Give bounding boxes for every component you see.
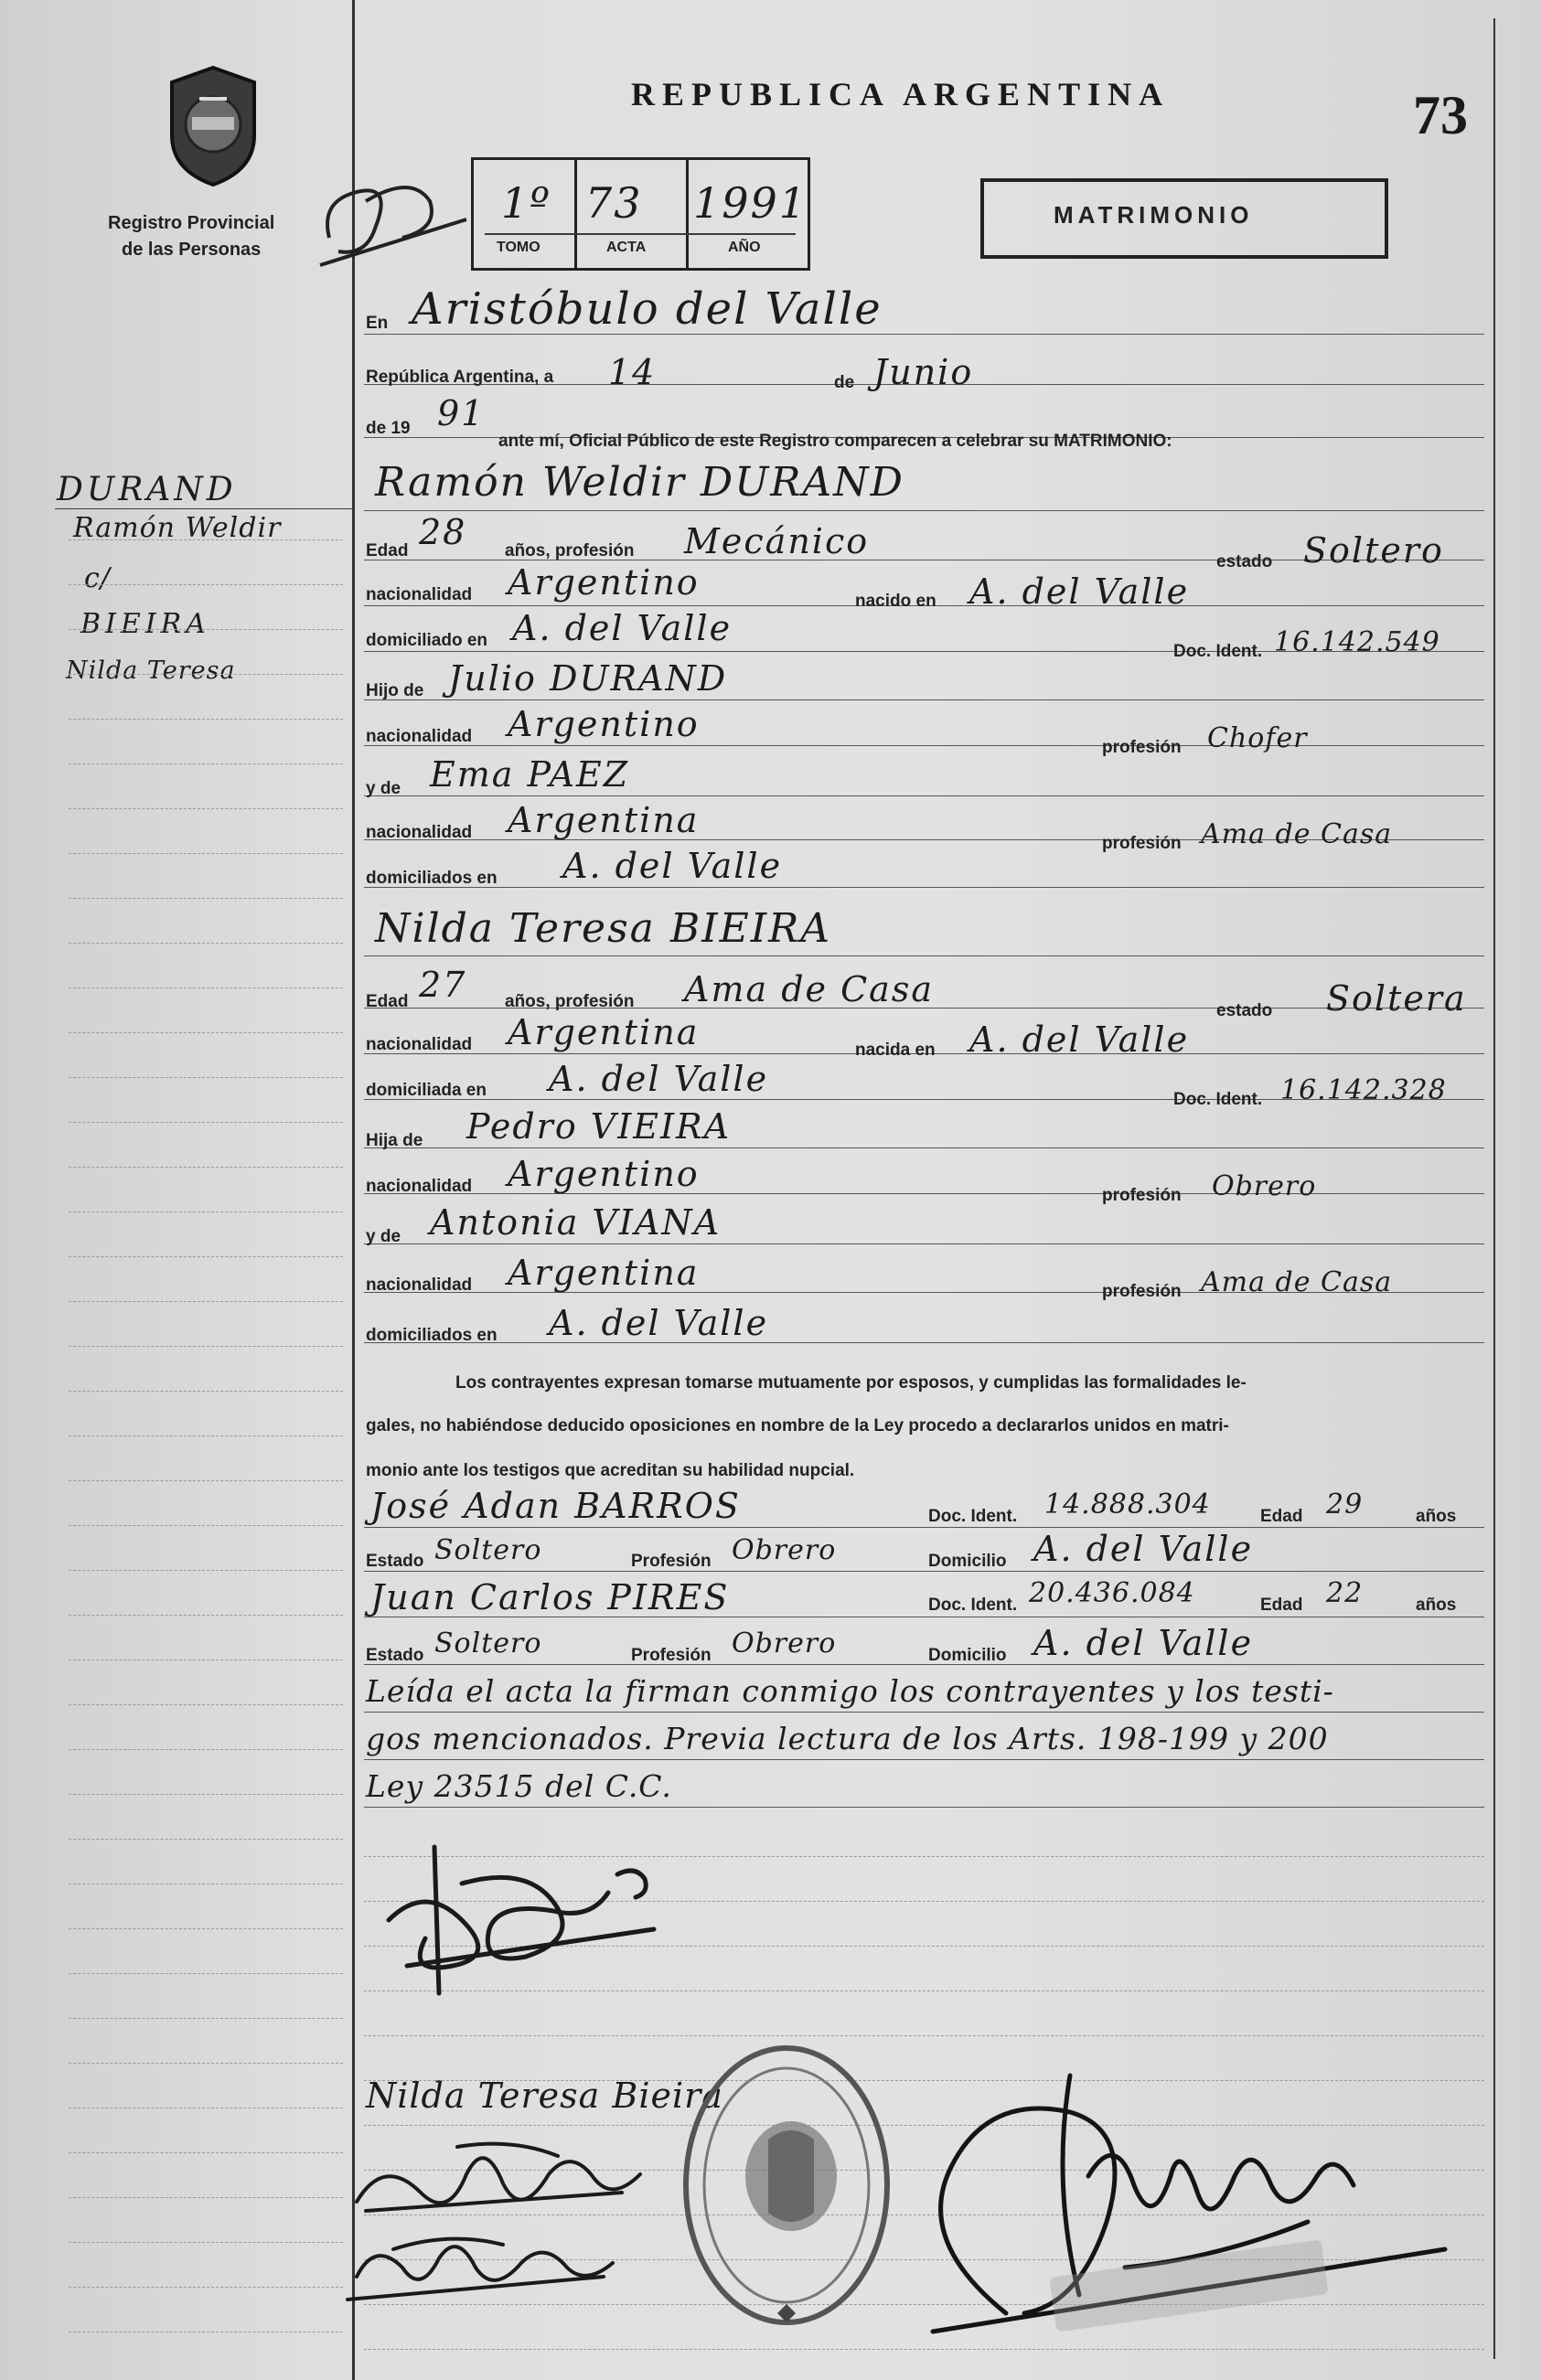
margin-ruled-line bbox=[69, 1301, 343, 1302]
acta-value: 73 bbox=[585, 178, 643, 228]
page-number: 73 bbox=[1413, 85, 1468, 145]
bride-signature: Nilda Teresa Bieira bbox=[366, 2076, 723, 2116]
margin-rule bbox=[352, 0, 355, 2380]
bride-father-prof: Obrero bbox=[1212, 1170, 1317, 1202]
margin-ruled-line bbox=[69, 808, 343, 809]
closing-line1: Leída el acta la firman conmigo los contrayentes y los testi- bbox=[366, 1673, 1334, 1709]
year-prefix-label: de 19 bbox=[366, 419, 411, 438]
margin-ruled-line bbox=[69, 1122, 343, 1123]
bride-father: Pedro VIEIRA bbox=[466, 1106, 732, 1147]
bride-estado: Soltera bbox=[1326, 978, 1467, 1019]
bride-full-name: Nilda Teresa BIEIRA bbox=[375, 905, 831, 952]
de-label: de bbox=[834, 373, 855, 392]
margin-ruled-line bbox=[69, 584, 343, 585]
margin-ruled-line bbox=[69, 987, 343, 988]
margin-ruled-line bbox=[69, 1256, 343, 1257]
bride-birthplace: A. del Valle bbox=[969, 1019, 1190, 1060]
bride-edad-label: Edad bbox=[366, 992, 409, 1011]
official-seal bbox=[677, 2039, 896, 2332]
bride-father-nat: Argentino bbox=[508, 1154, 700, 1194]
margin-ruled-line bbox=[69, 2197, 343, 2198]
groom-signature bbox=[370, 1829, 672, 2012]
bride-parents-dom-label: domiciliados en bbox=[366, 1326, 498, 1345]
bride-mother-nat: Argentina bbox=[508, 1253, 700, 1293]
bride-father-nat-label: nacionalidad bbox=[366, 1177, 473, 1196]
margin-bride-surname: BIEIRA bbox=[80, 608, 210, 640]
ano-label: AÑO bbox=[728, 240, 761, 255]
groom-mother-nat: Argentina bbox=[508, 800, 700, 840]
margin-ruled-line bbox=[69, 539, 343, 540]
body-ruled-line bbox=[364, 1712, 1484, 1713]
body-blank-line bbox=[364, 2035, 1484, 2036]
bride-nationality: Argentina bbox=[508, 1012, 700, 1052]
act-type-label: MATRIMONIO bbox=[1054, 201, 1254, 229]
registrar-initials-scribble bbox=[311, 165, 471, 274]
margin-ruled-line bbox=[69, 1839, 343, 1840]
margin-groom-names: Ramón Weldir bbox=[73, 512, 282, 544]
witness1-prof-label: Profesión bbox=[631, 1552, 712, 1571]
registry-name-line1: Registro Provincial bbox=[108, 213, 275, 233]
witness2-prof: Obrero bbox=[732, 1628, 837, 1660]
bride-mother-prof-label: profesión bbox=[1102, 1282, 1182, 1301]
body-ruled-line bbox=[364, 1807, 1484, 1808]
margin-ruled-line bbox=[69, 1749, 343, 1750]
bride-doc: 16.142.328 bbox=[1280, 1074, 1447, 1106]
witness1-doc-label: Doc. Ident. bbox=[928, 1507, 1018, 1526]
margin-ruled-line bbox=[69, 2287, 343, 2288]
closing-line2: gos mencionados. Previa lectura de los Arts. 198-199 y 200 bbox=[366, 1721, 1329, 1756]
year-suffix: 91 bbox=[437, 393, 486, 433]
bride-yde-label: y de bbox=[366, 1227, 401, 1246]
groom-nacido-label: nacido en bbox=[855, 592, 936, 611]
margin-ruled-line bbox=[69, 1928, 343, 1929]
groom-parents-dom-label: domiciliados en bbox=[366, 869, 498, 888]
groom-estado: Soltero bbox=[1303, 530, 1444, 571]
witness2-signature bbox=[338, 2213, 631, 2313]
witness2-doc-label: Doc. Ident. bbox=[928, 1596, 1018, 1615]
witness1-age: 29 bbox=[1326, 1489, 1364, 1521]
groom-mother-prof-label: profesión bbox=[1102, 834, 1182, 853]
witness2-doc: 20.436.084 bbox=[1029, 1577, 1195, 1609]
groom-parents-dom: A. del Valle bbox=[562, 846, 783, 886]
margin-ruled-line bbox=[69, 853, 343, 854]
bride-parents-dom: A. del Valle bbox=[549, 1303, 769, 1343]
groom-profesion-label: años, profesión bbox=[505, 541, 635, 560]
bride-mother-nat-label: nacionalidad bbox=[366, 1275, 473, 1295]
witness2-dom: A. del Valle bbox=[1033, 1623, 1254, 1663]
margin-ruled-line bbox=[69, 1077, 343, 1078]
body-ruled-line bbox=[364, 745, 1484, 746]
groom-domicile: A. del Valle bbox=[512, 608, 733, 648]
groom-hijo-label: Hijo de bbox=[366, 681, 424, 700]
body-ruled-line bbox=[364, 955, 1484, 956]
groom-doc: 16.142.549 bbox=[1274, 626, 1440, 658]
margin-ruled-line bbox=[69, 1435, 343, 1436]
closing-line3: Ley 23515 del C.C. bbox=[366, 1768, 672, 1804]
bride-domicilio-label: domiciliada en bbox=[366, 1081, 487, 1100]
witness1-anos-label: años bbox=[1416, 1507, 1457, 1526]
groom-mother-prof: Ama de Casa bbox=[1201, 818, 1393, 850]
box-divider-1 bbox=[574, 157, 577, 268]
declaration-line3: monio ante los testigos que acreditan su habilidad nupcial. bbox=[366, 1461, 855, 1480]
groom-father: Julio DURAND bbox=[448, 658, 728, 699]
groom-yde-label: y de bbox=[366, 779, 401, 798]
margin-ruled-line bbox=[69, 2018, 343, 2019]
groom-mother-nat-label: nacionalidad bbox=[366, 823, 473, 842]
margin-ruled-line bbox=[69, 674, 343, 675]
margin-bride-names: Nilda Teresa bbox=[66, 656, 236, 685]
margin-ruled-line bbox=[69, 898, 343, 899]
groom-father-prof-label: profesión bbox=[1102, 738, 1182, 757]
body-ruled-line bbox=[364, 1759, 1484, 1760]
witness2-dom-label: Domicilio bbox=[928, 1646, 1007, 1665]
margin-ruled-line bbox=[69, 1167, 343, 1168]
month: Junio bbox=[873, 352, 974, 392]
groom-doc-label: Doc. Ident. bbox=[1173, 642, 1263, 661]
groom-father-prof: Chofer bbox=[1207, 722, 1308, 754]
margin-ruled-line bbox=[69, 1570, 343, 1571]
witness2-edad-label: Edad bbox=[1260, 1596, 1303, 1615]
groom-father-nat-label: nacionalidad bbox=[366, 727, 473, 746]
acta-label: ACTA bbox=[606, 240, 647, 255]
bride-father-prof-label: profesión bbox=[1102, 1186, 1182, 1205]
groom-nationality: Argentino bbox=[508, 562, 700, 603]
groom-father-nat: Argentino bbox=[508, 704, 700, 744]
witness2-anos-label: años bbox=[1416, 1596, 1457, 1615]
box-divider-2 bbox=[686, 157, 689, 268]
declaration-line1: Los contrayentes expresan tomarse mutuamente por esposos, y cumplidas las formalidades le- bbox=[455, 1373, 1247, 1393]
day: 14 bbox=[608, 352, 657, 392]
bride-mother-prof: Ama de Casa bbox=[1201, 1266, 1393, 1298]
witness2-age: 22 bbox=[1326, 1577, 1364, 1609]
body-ruled-line bbox=[364, 510, 1484, 511]
bride-nacionalidad-label: nacionalidad bbox=[366, 1035, 473, 1054]
margin-ruled-line bbox=[69, 629, 343, 630]
place: Aristóbulo del Valle bbox=[412, 283, 883, 335]
registry-name-line2: de las Personas bbox=[122, 240, 262, 260]
witness1-name: José Adan BARROS bbox=[370, 1486, 741, 1526]
tomo-value: 1º bbox=[501, 178, 551, 228]
margin-ruled-line bbox=[69, 2242, 343, 2243]
margin-ruled-line bbox=[69, 2152, 343, 2153]
witness1-estado-label: Estado bbox=[366, 1552, 424, 1571]
margin-connector: c/ bbox=[84, 562, 111, 594]
margin-ruled-line bbox=[69, 1973, 343, 1974]
declaration-line2: gales, no habiéndose deducido oposiciones en nombre de la Ley procedo a declararlos unidos en matri- bbox=[366, 1416, 1229, 1435]
groom-full-name: Ramón Weldir DURAND bbox=[375, 459, 904, 506]
margin-ruled-line bbox=[69, 1480, 343, 1481]
margin-ruled-line bbox=[69, 1615, 343, 1616]
ano-value: 1991 bbox=[693, 178, 808, 228]
bride-domicile: A. del Valle bbox=[549, 1059, 769, 1099]
margin-ruled-line bbox=[69, 1704, 343, 1705]
body-ruled-line bbox=[364, 1243, 1484, 1244]
margin-groom-surname: DURAND bbox=[57, 471, 237, 508]
margin-ruled-line bbox=[69, 1525, 343, 1526]
groom-age: 28 bbox=[419, 512, 467, 552]
witness2-prof-label: Profesión bbox=[631, 1646, 712, 1665]
registry-emblem bbox=[154, 62, 273, 190]
bride-doc-label: Doc. Ident. bbox=[1173, 1090, 1263, 1109]
witness2-estado: Soltero bbox=[434, 1628, 542, 1660]
margin-ruled-line bbox=[69, 1794, 343, 1795]
groom-birthplace: A. del Valle bbox=[969, 571, 1190, 612]
witness1-prof: Obrero bbox=[732, 1534, 837, 1566]
groom-nacionalidad-label: nacionalidad bbox=[366, 585, 473, 604]
witness1-doc: 14.888.304 bbox=[1044, 1489, 1211, 1521]
witness2-estado-label: Estado bbox=[366, 1646, 424, 1665]
en-label: En bbox=[366, 314, 389, 333]
margin-ruled-line bbox=[69, 1211, 343, 1212]
intro-statement: ante mí, Oficial Público de este Registro comparecen a celebrar su MATRIMONIO: bbox=[498, 432, 1172, 451]
bride-age: 27 bbox=[419, 965, 467, 1005]
bride-estado-label: estado bbox=[1216, 1001, 1273, 1020]
republica-label: República Argentina, a bbox=[366, 368, 554, 387]
witness1-dom-label: Domicilio bbox=[928, 1552, 1007, 1571]
margin-ruled-line bbox=[69, 1391, 343, 1392]
body-ruled-line bbox=[364, 795, 1484, 796]
bride-profession: Ama de Casa bbox=[684, 969, 934, 1009]
body-ruled-line bbox=[364, 1664, 1484, 1665]
margin-ruled-line bbox=[69, 943, 343, 944]
body-ruled-line bbox=[364, 1147, 1484, 1148]
groom-edad-label: Edad bbox=[366, 541, 409, 560]
margin-ruled-line bbox=[69, 2063, 343, 2064]
witness1-dom: A. del Valle bbox=[1033, 1529, 1254, 1569]
margin-rule-1 bbox=[55, 508, 352, 509]
margin-ruled-line bbox=[69, 719, 343, 720]
margin-ruled-line bbox=[69, 1346, 343, 1347]
box-label-rule bbox=[485, 233, 796, 235]
right-edge-rule bbox=[1493, 18, 1495, 2359]
margin-ruled-line bbox=[69, 1032, 343, 1033]
body-ruled-line bbox=[364, 887, 1484, 888]
groom-profession: Mecánico bbox=[684, 521, 870, 561]
margin-ruled-line bbox=[69, 763, 343, 764]
witness1-estado: Soltero bbox=[434, 1534, 542, 1566]
bride-hija-label: Hija de bbox=[366, 1131, 423, 1150]
groom-mother: Ema PAEZ bbox=[430, 754, 630, 795]
witness2-name: Juan Carlos PIRES bbox=[370, 1577, 730, 1617]
body-ruled-line bbox=[364, 1527, 1484, 1528]
groom-domicilio-label: domiciliado en bbox=[366, 631, 488, 650]
bride-mother: Antonia VIANA bbox=[430, 1202, 722, 1243]
body-ruled-line bbox=[364, 699, 1484, 700]
body-ruled-line bbox=[364, 1571, 1484, 1572]
groom-estado-label: estado bbox=[1216, 552, 1273, 571]
bride-nacida-label: nacida en bbox=[855, 1041, 936, 1060]
witness1-edad-label: Edad bbox=[1260, 1507, 1303, 1526]
tomo-label: TOMO bbox=[497, 240, 540, 255]
country-header: REPUBLICA ARGENTINA bbox=[631, 76, 1171, 112]
body-ruled-line bbox=[364, 1342, 1484, 1343]
bride-profesion-label: años, profesión bbox=[505, 992, 635, 1011]
